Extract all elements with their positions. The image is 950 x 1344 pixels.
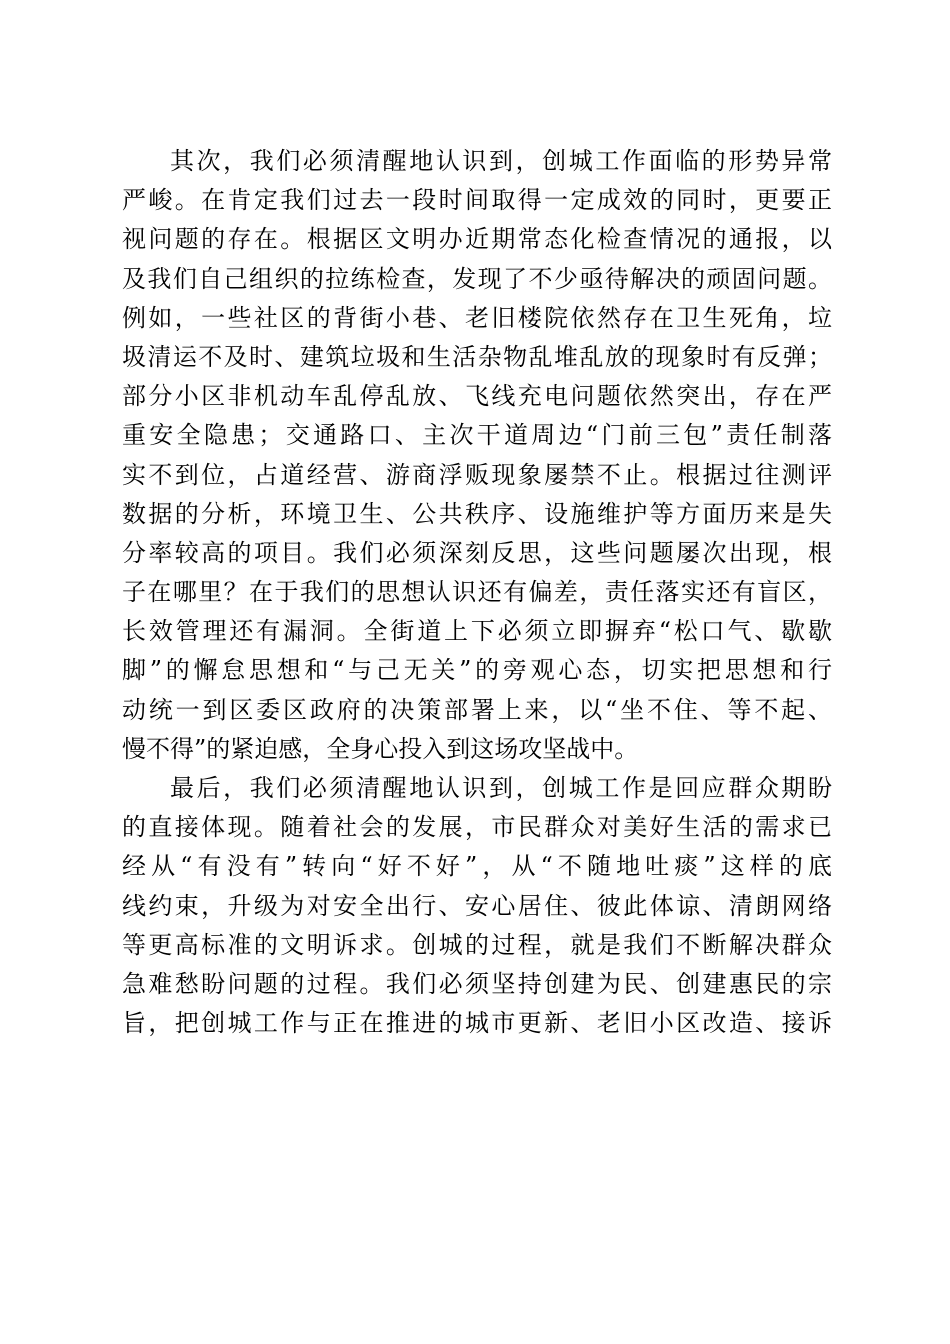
text-line: 部分小区非机动车乱停乱放、飞线充电问题依然突出，存在严 — [122, 382, 832, 411]
text-line: 脚”的懈怠思想和“与己无关”的旁观心态，切实把思想和行 — [122, 656, 832, 685]
text-line: 经从“有没有”转向“好不好”，从“不随地吐痰”这样的底 — [122, 852, 832, 881]
text-line: 例如，一些社区的背街小巷、老旧楼院依然存在卫生死角，垃 — [122, 303, 832, 332]
text-line: 长效管理还有漏洞。全街道上下必须立即摒弃“松口气、歇歇 — [122, 617, 832, 646]
text-line: 数据的分析，环境卫生、公共秩序、设施维护等方面历来是失 — [122, 499, 832, 528]
paragraph-2 — [122, 769, 832, 1043]
text-line: 重安全隐患；交通路口、主次干道周边“门前三包”责任制落 — [122, 421, 832, 450]
text-line: 分率较高的项目。我们必须深刻反思，这些问题屡次出现，根 — [122, 538, 832, 567]
text-line: 圾清运不及时、建筑垃圾和生活杂物乱堆乱放的现象时有反弹； — [122, 342, 832, 371]
text-line: 及我们自己组织的拉练检查，发现了不少亟待解决的顽固问题。 — [122, 264, 832, 293]
text-line: 等更高标准的文明诉求。创城的过程，就是我们不断解决群众 — [122, 930, 832, 959]
body-text — [122, 142, 832, 1043]
text-line: 急难愁盼问题的过程。我们必须坚持创建为民、创建惠民的宗 — [122, 969, 832, 998]
text-line: 旨，把创城工作与正在推进的城市更新、老旧小区改造、接诉 — [122, 1009, 832, 1038]
paragraph-1 — [122, 142, 832, 769]
text-line: 的直接体现。随着社会的发展，市民群众对美好生活的需求已 — [122, 813, 832, 842]
text-line: 慢不得”的紧迫感，全身心投入到这场攻坚战中。 — [122, 734, 639, 763]
text-line: 最后，我们必须清醒地认识到，创城工作是回应群众期盼 — [170, 774, 832, 802]
text-line: 实不到位，占道经营、游商浮贩现象屡禁不止。根据过往测评 — [122, 460, 832, 489]
text-line: 视问题的存在。根据区文明办近期常态化检查情况的通报，以 — [122, 225, 832, 254]
text-line: 其次，我们必须清醒地认识到，创城工作面临的形势异常 — [170, 147, 832, 175]
text-line: 动统一到区委区政府的决策部署上来，以“坐不住、等不起、 — [122, 695, 832, 724]
text-line: 线约束，升级为对安全出行、安心居住、彼此体谅、清朗网络 — [122, 891, 832, 920]
text-line: 子在哪里？在于我们的思想认识还有偏差，责任落实还有盲区， — [122, 578, 832, 607]
text-line: 严峻。在肯定我们过去一段时间取得一定成效的同时，更要正 — [122, 186, 832, 215]
